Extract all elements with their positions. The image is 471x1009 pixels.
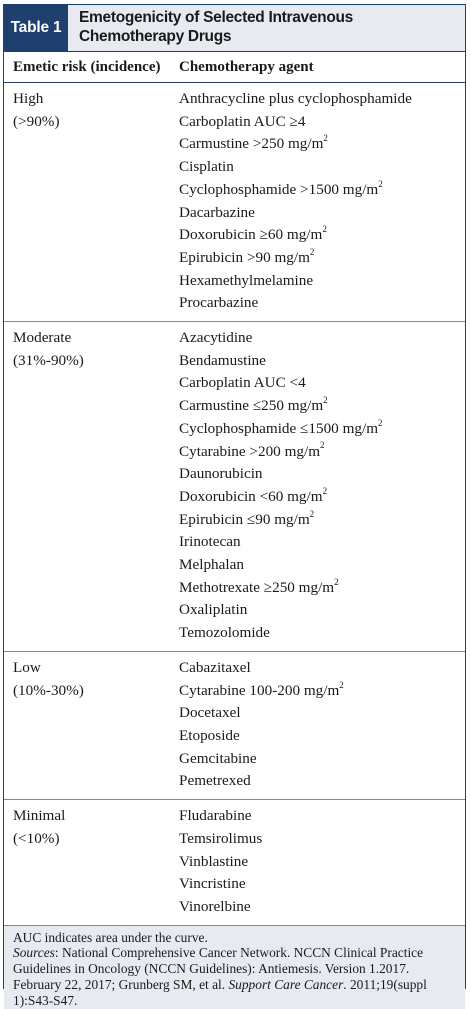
agent-name: Bendamustine	[179, 351, 266, 369]
agent-name: Vincristine	[179, 875, 246, 893]
unit-superscript: 2	[378, 178, 383, 189]
table-title-line-1: Emetogenicity of Selected Intravenous	[79, 9, 354, 26]
footnote-abbreviation: AUC indicates area under the curve.	[13, 929, 208, 945]
risk-group-low	[4, 652, 465, 800]
agent-name: Docetaxel	[179, 704, 241, 722]
table-title	[68, 5, 353, 51]
unit-superscript: 2	[309, 508, 315, 519]
agent-list	[179, 88, 412, 315]
agent-item	[179, 657, 344, 680]
risk-group-high	[4, 83, 465, 322]
risk-groups	[4, 83, 465, 926]
unit-superscript: 2	[378, 417, 383, 428]
unit-superscript: 2	[323, 395, 328, 406]
agent-item	[179, 725, 344, 748]
agent-item	[179, 292, 412, 315]
unit-superscript: 2	[322, 224, 327, 235]
agent-name: Gemcitabine	[179, 749, 257, 767]
agent-name: Melphalan	[179, 556, 244, 574]
citation-tail: . 2011;19(suppl 1):S43-S47.	[13, 977, 427, 1008]
agent-item	[179, 770, 344, 793]
agent-name: Oxaliplatin	[179, 601, 248, 619]
table-title-line-2: Chemotherapy Drugs	[79, 28, 232, 45]
agent-item	[179, 327, 383, 350]
agent-item	[179, 247, 412, 270]
agent-name: Procarbazine	[179, 294, 259, 312]
table-header	[4, 5, 465, 52]
agent-list	[179, 327, 383, 645]
risk-level: Low	[13, 658, 41, 676]
agent-item	[179, 554, 383, 577]
agent-item	[179, 599, 383, 622]
agent-name: Cabazitaxel	[179, 658, 251, 676]
risk-level: High	[13, 90, 44, 107]
unit-superscript: 2	[323, 133, 328, 144]
agent-item	[179, 88, 412, 111]
agent-item	[179, 748, 344, 771]
risk-cell	[4, 327, 179, 645]
risk-cell	[4, 805, 179, 919]
agent-item	[179, 873, 262, 896]
unit-superscript: 2	[322, 485, 328, 496]
agent-item	[179, 509, 383, 532]
agent-item	[179, 372, 383, 395]
risk-incidence: (<10%)	[13, 829, 60, 847]
risk-group-moderate	[4, 322, 465, 652]
column-header-risk: Emetic risk (incidence)	[13, 58, 161, 75]
agent-name: Irinotecan	[179, 533, 241, 551]
agent-name: Temsirolimus	[179, 829, 263, 847]
unit-superscript: 2	[320, 440, 325, 451]
agent-name: Cytarabine 100-200 mg/m	[179, 681, 340, 699]
agent-name: Carboplatin AUC ≥4	[179, 112, 306, 130]
agent-name: Doxorubicin ≥60 mg/m	[179, 226, 323, 244]
risk-level: Moderate	[13, 329, 72, 347]
risk-incidence: (10%-30%)	[13, 681, 84, 699]
agent-item	[179, 441, 383, 464]
agent-name: Anthracycline plus cyclophosphamide	[179, 90, 412, 107]
footnote-sources	[13, 945, 457, 1008]
agent-item	[179, 133, 412, 156]
agent-name: Cisplatin	[179, 158, 234, 176]
agent-item	[179, 486, 383, 509]
risk-level: Minimal	[13, 807, 66, 825]
agent-item	[179, 828, 262, 851]
column-headers	[4, 52, 465, 83]
agent-name: Daunorubicin	[179, 465, 263, 483]
agent-name: Cyclophosphamide >1500 mg/m	[179, 180, 379, 198]
agent-item	[179, 463, 383, 486]
agent-item	[179, 202, 412, 225]
table-number-label: Table 1	[4, 5, 68, 51]
agent-item	[179, 418, 383, 441]
agent-item	[179, 622, 383, 645]
agent-item	[179, 851, 262, 874]
sources-label: Sources	[13, 945, 55, 961]
agent-name: Hexamethylmelamine	[179, 271, 314, 289]
agent-item	[179, 395, 383, 418]
unit-superscript: 2	[334, 576, 339, 587]
agent-name: Epirubicin >90 mg/m	[179, 248, 310, 266]
table-footnote	[4, 926, 465, 1009]
agent-list	[179, 657, 344, 793]
agent-item	[179, 577, 383, 600]
agent-name: Dacarbazine	[179, 203, 255, 221]
agent-item	[179, 111, 412, 134]
agent-name: Temozolomide	[179, 624, 270, 642]
unit-superscript: 2	[339, 679, 344, 690]
agent-item	[179, 270, 412, 293]
risk-cell	[4, 88, 179, 315]
agent-item	[179, 680, 344, 703]
agent-item	[179, 156, 412, 179]
agent-name: Cytarabine >200 mg/m	[179, 442, 321, 460]
agent-name: Pemetrexed	[179, 772, 251, 790]
agent-name: Carmustine >250 mg/m	[179, 135, 324, 153]
agent-item	[179, 702, 344, 725]
emetogenicity-table	[3, 4, 466, 1008]
agent-item	[179, 805, 262, 828]
risk-incidence: (>90%)	[13, 112, 60, 130]
agent-item	[179, 179, 412, 202]
agent-name: Etoposide	[179, 726, 240, 744]
agent-name: Azacytidine	[179, 329, 253, 347]
agent-item	[179, 531, 383, 554]
agent-name: Methotrexate ≥250 mg/m	[179, 578, 335, 596]
agent-name: Cyclophosphamide ≤1500 mg/m	[179, 419, 379, 437]
agent-item	[179, 224, 412, 247]
agent-name: Doxorubicin <60 mg/m	[179, 487, 323, 505]
risk-group-minimal	[4, 800, 465, 926]
journal-name: Support Care Cancer	[228, 977, 344, 992]
risk-cell	[4, 657, 179, 793]
agent-name: Vinorelbine	[179, 897, 251, 915]
unit-superscript: 2	[309, 246, 315, 257]
column-header-agent: Chemotherapy agent	[179, 58, 314, 75]
agent-name: Epirubicin ≤90 mg/m	[179, 510, 310, 528]
agent-name: Carmustine ≤250 mg/m	[179, 397, 324, 415]
risk-incidence: (31%-90%)	[13, 351, 84, 369]
sources-text: : National Comprehensive Cancer Network. NCCN Clinical Practice Guidelines in Oncology (NCCN Guidelines): Antiemesis. Version 1.2017. February 22, 2017; Grunberg SM, et al.	[13, 945, 424, 992]
agent-name: Carboplatin AUC <4	[179, 374, 306, 392]
agent-name: Fludarabine	[179, 807, 252, 825]
agent-item	[179, 896, 262, 919]
agent-item	[179, 350, 383, 373]
agent-name: Vinblastine	[179, 852, 249, 870]
agent-list	[179, 805, 262, 919]
